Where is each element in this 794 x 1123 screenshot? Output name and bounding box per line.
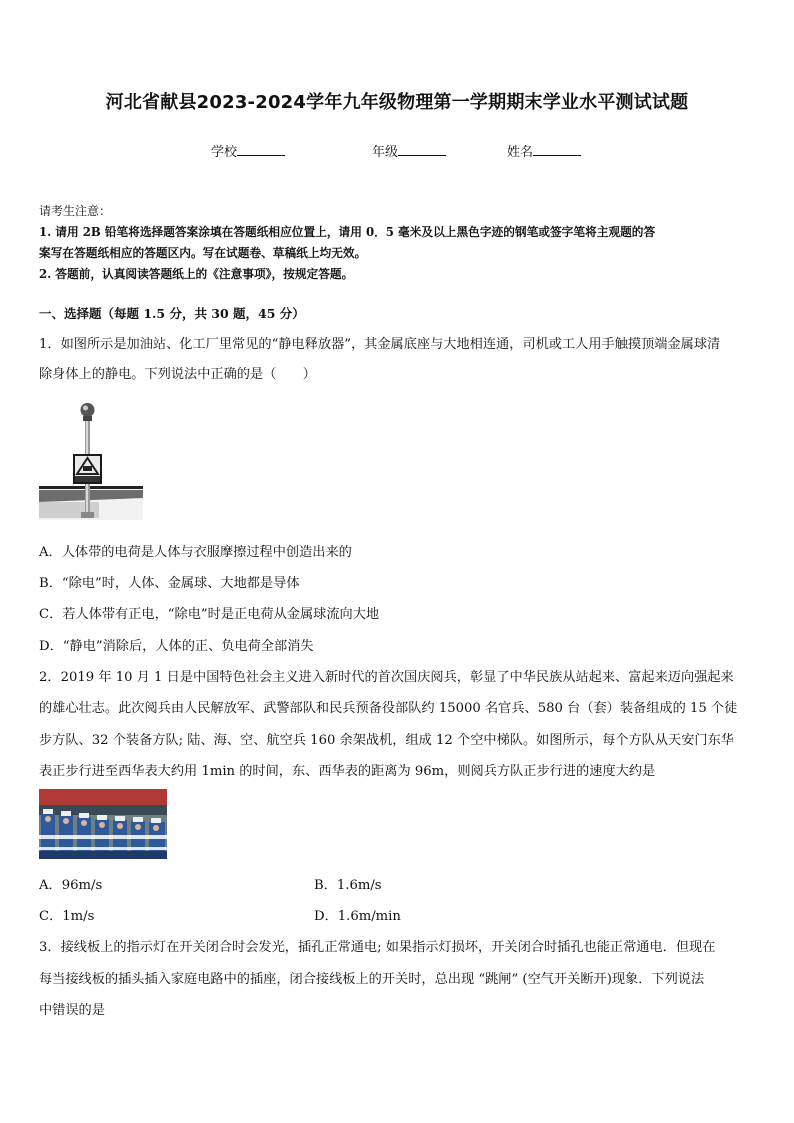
q3-stem-line2: 每当接线板的插头插入家庭电路中的插座，闭合接线板上的开关时，总出现 “跳闸” (空气开关断开)现象．下列说法 — [39, 972, 705, 987]
q2-stem-line3: 步方队、32 个装备方队; 陆、海、空、航空兵 160 余架战机，组成 12 个空中梯队。如图所示，每个方队从天安门东华 — [39, 733, 734, 748]
notice-line1b: 案写在答题纸相应的答题区内。写在试题卷、草稿纸上均无效。 — [39, 246, 367, 260]
grade-label: 年级 — [372, 145, 399, 160]
grade-field[interactable] — [372, 141, 446, 160]
parade-photo — [39, 789, 167, 859]
school-label: 学校 — [211, 145, 238, 160]
q2-stem-line2: 的雄心壮志。此次阅兵由人民解放军、武警部队和民兵预备役部队约 15000 名官兵、580 台（套）装备组成的 15 个徒 — [39, 701, 738, 716]
q1-option-c[interactable]: C．若人体带有正电，“除电”时是正电荷从金属球流向大地 — [39, 607, 380, 622]
notice-heading: 请考生注意： — [39, 204, 112, 218]
static-discharger-photo — [39, 402, 143, 520]
q2-option-b[interactable]: B．1.6m/s — [314, 878, 382, 893]
q2-stem-line4: 表正步行进至西华表大约用 1min 的时间，东、西华表的距离为 96m，则阅兵方队正步行进的速度大约是 — [39, 764, 656, 779]
q1-option-a[interactable]: A．人体带的电荷是人体与衣服摩擦过程中创造出来的 — [39, 545, 352, 560]
q2-option-a[interactable]: A．96m/s — [39, 878, 103, 893]
q1-stem-line2: 除身体上的静电。下列说法中正确的是（ ） — [39, 367, 316, 382]
school-field[interactable] — [211, 141, 285, 160]
q3-stem-line3: 中错误的是 — [39, 1003, 105, 1018]
q2-stem-line1: 2．2019 年 10 月 1 日是中国特色社会主义进入新时代的首次国庆阅兵，彰显了中华民族从站起来、富起来迈向强起来 — [39, 670, 734, 685]
notice-line2: 2. 答题前，认真阅读答题纸上的《注意事项》，按规定答题。 — [39, 267, 354, 281]
q1-stem-line1: 1．如图所示是加油站、化工厂里常见的“静电释放器”，其金属底座与大地相连通，司机或工人用手触摸顶端金属球清 — [39, 337, 721, 352]
name-label: 姓名 — [507, 145, 534, 160]
section-heading: 一、选择题（每题 1.5 分，共 30 题，45 分） — [39, 306, 305, 321]
q2-option-c[interactable]: C．1m/s — [39, 909, 95, 924]
q1-option-b[interactable]: B．“除电”时，人体、金属球、大地都是导体 — [39, 576, 300, 591]
grade-blank[interactable] — [398, 143, 446, 156]
notice-line1a: 1. 请用 2B 铅笔将选择题答案涂填在答题纸相应位置上，请用 0．5 毫米及以上黑色字迹的钢笔或签字笔将主观题的答 — [39, 225, 656, 239]
q3-stem-line1: 3．接线板上的指示灯在开关闭合时会发光，插孔正常通电; 如果指示灯损坏，开关闭合时插孔也能正常通电．但现在 — [39, 940, 716, 955]
q1-option-d[interactable]: D．“静电”消除后，人体的正、负电荷全部消失 — [39, 639, 314, 654]
name-field[interactable] — [507, 141, 581, 160]
school-blank[interactable] — [237, 143, 285, 156]
name-blank[interactable] — [533, 143, 581, 156]
page-title: 河北省献县2023-2024学年九年级物理第一学期期末学业水平测试试题 — [105, 92, 689, 113]
q2-option-d[interactable]: D．1.6m/min — [314, 909, 401, 924]
